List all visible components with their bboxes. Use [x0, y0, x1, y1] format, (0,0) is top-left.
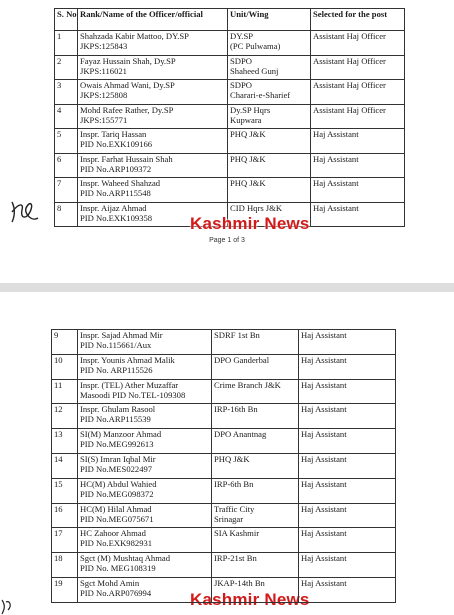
officer-name-id: [78, 31, 228, 56]
officer-name-id: [78, 528, 212, 553]
unit-wing: [212, 354, 299, 379]
table-row: [52, 478, 396, 503]
serial-number: 14: [52, 453, 78, 478]
table-row: [52, 379, 396, 404]
officer-name-id: [78, 55, 228, 80]
selected-post: Assistant Haj Officer: [311, 55, 405, 80]
serial-number: 8: [55, 202, 78, 227]
watermark: Kashmir News: [190, 590, 310, 609]
officer-name-id: [78, 354, 212, 379]
table-row: [52, 404, 396, 429]
unit-wing-line-2: (PC Pulwama): [230, 41, 281, 51]
table-row: [52, 453, 396, 478]
officer-name-id-line-2: JKPS:116021: [80, 65, 127, 76]
officer-name-id: [78, 404, 212, 429]
header-selected-post: Selected for the post: [311, 9, 405, 31]
officer-name-id-line-1: HC(M) Hilal Ahmad: [80, 503, 152, 514]
unit-wing: [228, 31, 311, 56]
serial-number: 12: [52, 404, 78, 429]
signature-mark: [8, 192, 42, 226]
officer-name-id-line-2: PID No.EXK109166: [80, 139, 153, 149]
selected-post: Haj Assistant: [311, 178, 405, 203]
unit-wing-line-2: Charari-e-Sharief: [230, 90, 291, 100]
officer-name-id: [78, 553, 212, 578]
officer-name-id-line-1: Inspr. Waheed Shahzad: [80, 178, 161, 188]
unit-wing: [212, 330, 299, 355]
officer-name-id-line-1: Inspr. Tariq Hassan: [80, 129, 147, 139]
table-row: [52, 503, 396, 528]
officer-name-id-line-1: Inspr. Ghulam Rasool: [80, 404, 156, 415]
serial-number: 3: [55, 80, 78, 105]
unit-wing-line-1: SDPO: [230, 80, 252, 90]
officer-name-id-line-2: PID No.MEG098372: [80, 488, 154, 499]
unit-wing-line-1: IRP-6th Bn: [214, 478, 254, 489]
unit-wing-line-1: DPO Anantnag: [214, 429, 267, 440]
table-row: [55, 104, 405, 129]
table-header-row: [55, 9, 405, 31]
officer-name-id: [78, 478, 212, 503]
selected-post: Haj Assistant: [311, 129, 405, 154]
serial-number: 10: [52, 354, 78, 379]
officer-name-id-line-2: JKPS:155771: [80, 114, 128, 125]
unit-wing-line-1: CID Hqrs J&K: [230, 202, 283, 213]
unit-wing-line-1: IRP-21st Bn: [214, 553, 257, 564]
serial-number: 4: [55, 104, 78, 129]
officer-name-id-line-1: Inspr. Sajad Ahmad Mir: [80, 330, 163, 340]
officer-name-id: [78, 153, 228, 178]
officer-name-id-line-1: HC Zahoor Ahmad: [80, 528, 146, 539]
officer-name-id-line-2: PID No.EXK109358: [80, 212, 153, 223]
selected-post: Haj Assistant: [299, 429, 396, 454]
unit-wing: [228, 153, 311, 178]
document-page-1: [0, 0, 454, 283]
officer-name-id-line-1: SI(S) Imran Iqbal Mir: [80, 453, 156, 464]
unit-wing: [212, 404, 299, 429]
officer-name-id: [78, 129, 228, 154]
selected-post: Assistant Haj Officer: [311, 80, 405, 105]
selected-post: Haj Assistant: [299, 553, 396, 578]
serial-number: 17: [52, 528, 78, 553]
officer-name-id-line-2: PID No.MES022497: [80, 463, 153, 474]
unit-wing-line-1: PHQ J&K: [230, 153, 266, 164]
selected-post: Assistant Haj Officer: [311, 104, 405, 129]
unit-wing: [228, 104, 311, 129]
serial-number: 19: [52, 577, 78, 602]
unit-wing: [212, 577, 299, 602]
selected-post: Assistant Haj Officer: [311, 31, 405, 56]
selected-post: Haj Assistant: [299, 478, 396, 503]
selected-post: Haj Assistant: [299, 503, 396, 528]
unit-wing-line-2: Srinagar: [214, 513, 244, 524]
selected-post: Haj Assistant: [299, 528, 396, 553]
header-sno: S. No: [55, 9, 78, 31]
page-number: Page 1 of 3: [209, 237, 245, 244]
officer-name-id: [78, 577, 212, 602]
unit-wing: [212, 453, 299, 478]
unit-wing-line-1: Dy.SP Hqrs: [230, 104, 271, 115]
unit-wing-line-1: SDPO: [230, 55, 252, 66]
officer-name-id: [78, 379, 212, 404]
selected-post: Haj Assistant: [299, 330, 396, 355]
unit-wing: [228, 178, 311, 203]
selected-post: Haj Assistant: [299, 453, 396, 478]
table-row: [52, 553, 396, 578]
unit-wing-line-1: Traffic City: [214, 503, 255, 514]
officer-name-id: [78, 429, 212, 454]
table-row: [55, 178, 405, 203]
unit-wing: [212, 429, 299, 454]
officer-name-id-line-1: Inspr. (TEL) Ather Muzaffar: [80, 379, 179, 390]
table-row: [55, 129, 405, 154]
table-row: [52, 330, 396, 355]
table-row: [55, 153, 405, 178]
table-row: [55, 31, 405, 56]
officer-name-id-line-1: Fayaz Hussain Shah, Dy.SP: [80, 55, 176, 66]
selected-post: Haj Assistant: [299, 577, 396, 602]
officer-name-id-line-1: Inspr. Aijaz Ahmad: [80, 202, 147, 213]
officer-name-id-line-2: PID No.ARP076994: [80, 587, 152, 598]
selected-post: Haj Assistant: [299, 404, 396, 429]
unit-wing-line-2: Shaheed Gunj: [230, 65, 279, 76]
unit-wing: [212, 503, 299, 528]
selection-table-page-1: [54, 8, 405, 227]
officer-name-id-line-1: SI(M) Manzoor Ahmad: [80, 429, 162, 440]
serial-number: 16: [52, 503, 78, 528]
officer-name-id-line-1: Owais Ahmad Wani, Dy.SP: [80, 80, 175, 90]
serial-number: 13: [52, 429, 78, 454]
unit-wing-line-1: PHQ J&K: [214, 453, 250, 464]
officer-name-id: [78, 503, 212, 528]
unit-wing: [212, 379, 299, 404]
unit-wing-line-1: PHQ J&K: [230, 129, 266, 139]
selected-post: Haj Assistant: [311, 153, 405, 178]
officer-name-id-line-2: PID No.ARP109372: [80, 163, 152, 174]
officer-name-id-line-2: PID No.115661/Aux: [80, 340, 152, 350]
officer-name-id-line-2: PID No. ARP115526: [80, 364, 153, 375]
officer-name-id: [78, 453, 212, 478]
unit-wing-line-1: DY.SP: [230, 31, 254, 41]
officer-name-id: [78, 178, 228, 203]
officer-name-id-line-1: Inspr. Farhat Hussain Shah: [80, 153, 173, 164]
unit-wing: [212, 528, 299, 553]
header-unit-wing: Unit/Wing: [228, 9, 311, 31]
officer-name-id-line-2: JKPS:125808: [80, 90, 128, 100]
selected-post: Haj Assistant: [299, 354, 396, 379]
officer-name-id-line-1: Inspr. Younis Ahmad Malik: [80, 354, 175, 365]
signature-fragment: [0, 596, 14, 615]
unit-wing: [212, 478, 299, 503]
unit-wing-line-1: IRP-16th Bn: [214, 404, 258, 415]
officer-name-id-line-1: Mohd Rafee Rather, Dy.SP: [80, 104, 174, 115]
officer-name-id-line-1: HC(M) Abdul Wahied: [80, 478, 157, 489]
unit-wing: [228, 129, 311, 154]
serial-number: 5: [55, 129, 78, 154]
unit-wing: [228, 55, 311, 80]
unit-wing-line-1: SDRF 1st Bn: [214, 330, 260, 340]
selected-post: Haj Assistant: [311, 202, 405, 227]
officer-name-id-line-2: PID No.EXK982931: [80, 538, 153, 549]
unit-wing-line-1: JKAP-14th Bn: [214, 577, 265, 588]
selection-table-page-2: [51, 329, 396, 603]
officer-name-id-line-1: Sgct (M) Mushtaq Ahmad: [80, 553, 170, 564]
officer-name-id-line-2: PID No. MEG108319: [80, 563, 156, 574]
serial-number: 15: [52, 478, 78, 503]
unit-wing: [228, 80, 311, 105]
officer-name-id-line-2: Masoodi PID No.TEL-109308: [80, 389, 186, 400]
unit-wing-line-1: SIA Kashmir: [214, 528, 260, 539]
table-row: [52, 354, 396, 379]
table-row: [52, 577, 396, 602]
officer-name-id-line-2: PID No.ARP115548: [80, 188, 151, 198]
serial-number: 18: [52, 553, 78, 578]
unit-wing: [212, 553, 299, 578]
officer-name-id: [78, 104, 228, 129]
officer-name-id-line-2: JKPS:125843: [80, 41, 128, 51]
unit-wing-line-1: Crime Branch J&K: [214, 379, 281, 390]
unit-wing-line-1: DPO Ganderbal: [214, 354, 270, 365]
officer-name-id: [78, 80, 228, 105]
officer-name-id-line-1: Shahzada Kabir Mattoo, DY.SP: [80, 31, 189, 41]
table-row: [52, 528, 396, 553]
officer-name-id-line-2: PID No.MEG992613: [80, 439, 154, 450]
watermark: Kashmir News: [190, 214, 310, 233]
serial-number: 2: [55, 55, 78, 80]
officer-name-id-line-2: PID No.ARP115539: [80, 414, 151, 425]
officer-name-id-line-2: PID No.MEG075671: [80, 513, 154, 524]
table-row: [55, 55, 405, 80]
officer-name-id: [78, 330, 212, 355]
table-row: [55, 80, 405, 105]
officer-name-id-line-1: Sgct Mohd Amin: [80, 577, 140, 588]
unit-wing-line-1: PHQ J&K: [230, 178, 266, 188]
serial-number: 1: [55, 31, 78, 56]
serial-number: 9: [52, 330, 78, 355]
page-separator: [0, 283, 454, 292]
header-rank-name: Rank/Name of the Officer/official: [78, 9, 228, 31]
serial-number: 6: [55, 153, 78, 178]
unit-wing-line-2: Kupwara: [230, 114, 262, 125]
serial-number: 11: [52, 379, 78, 404]
table-row: [52, 429, 396, 454]
serial-number: 7: [55, 178, 78, 203]
selected-post: Haj Assistant: [299, 379, 396, 404]
